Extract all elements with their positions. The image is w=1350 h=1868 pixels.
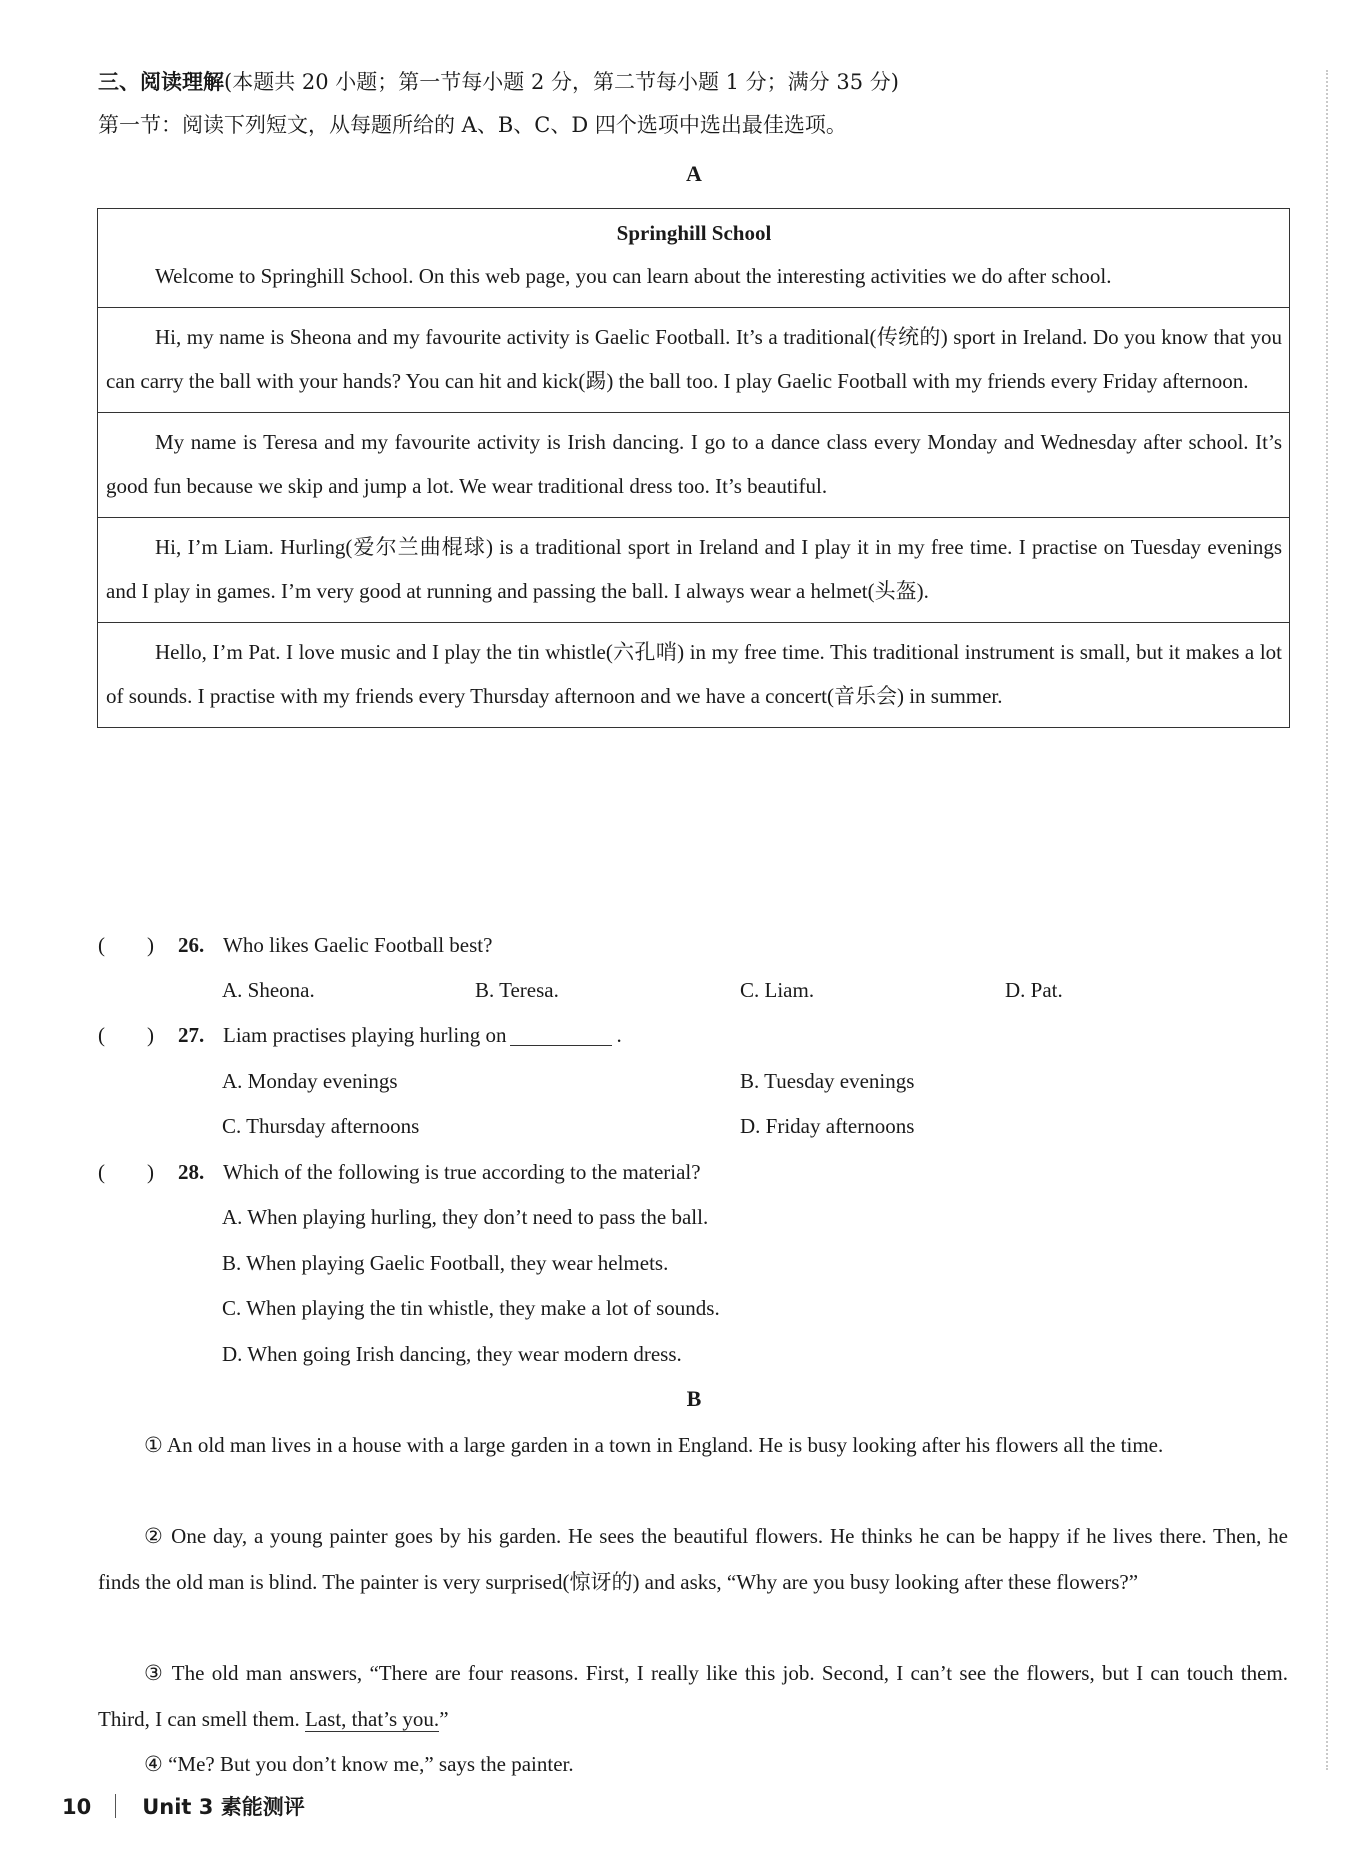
option-28-a[interactable]: A. When playing hurling, they don’t need to pass the ball. (222, 1205, 709, 1229)
passage-a-liam: Hi, I’m Liam. Hurling(爱尔兰曲棍球) is a traditional sport in Ireland and I play it in my free time. I practise on Tuesday evenings and I play in games. I’m very good at running and passing the ball. I always wear a helmet(头盔). (98, 517, 1289, 622)
option-27-d[interactable]: D. Friday afternoons (740, 1114, 915, 1138)
option-26-b[interactable]: B. Teresa. (475, 978, 559, 1002)
passage-a-intro-cell (98, 209, 1289, 307)
passage-a-pat: Hello, I’m Pat. I love music and I play the tin whistle(六孔哨) in my free time. This traditional instrument is small, but it makes a lot of sounds. I practise with my friends every Thursday afternoon and we have a concert(音乐会) in summer. (98, 622, 1289, 727)
option-26-c[interactable]: C. Liam. (740, 978, 815, 1002)
passage-b-paragraph-2: ② One day, a young painter goes by his garden. He sees the beautiful flowers. He thinks he can be happy if he lives there. Then, he finds the old man is blind. The painter is very surprised(惊讶的) and asks, “Why are you busy looking after these flowers?” (98, 1524, 1288, 1594)
answer-blank (510, 1023, 612, 1046)
option-27-b[interactable]: B. Tuesday evenings (740, 1069, 915, 1093)
passage-b-paragraph-3 (98, 1651, 1288, 1742)
option-27-a[interactable]: A. Monday evenings (222, 1069, 398, 1093)
underlined-sentence: Last, that’s you. (305, 1706, 440, 1731)
footer-divider (115, 1794, 116, 1818)
option-28-b[interactable]: B. When playing Gaelic Football, they wear helmets. (222, 1251, 669, 1275)
passage-a-title: Springhill School (616, 221, 772, 245)
passage-b-p3-main: ③ The old man answers, “There are four reasons. First, I really like this job. Second, I can’t see the flowers, but I can touch them. Third, I can smell them. (98, 1661, 1288, 1731)
page-footer (62, 1791, 305, 1821)
question-number: 27. (178, 1023, 205, 1047)
unit-label: Unit 3 素能测评 (142, 1795, 305, 1819)
question-stem: Who likes Gaelic Football best? (223, 933, 493, 957)
passage-a-teresa: My name is Teresa and my favourite activity is Irish dancing. I go to a dance class every Monday and Wednesday after school. It’s good fun because we skip and jump a lot. We wear traditional dress too. It’s beautiful. (98, 412, 1289, 517)
question-number: 26. (178, 933, 205, 957)
page-edge-dotted-line (1326, 70, 1328, 1770)
part1-instruction: 第一节：阅读下列短文，从每题所给的 A、B、C、D 四个选项中选出最佳选项。 (98, 113, 847, 137)
section-title: 三、阅读理解 (98, 69, 224, 94)
option-28-d[interactable]: D. When going Irish dancing, they wear modern dress. (222, 1342, 682, 1366)
question-27 (98, 1020, 1298, 1050)
question-stem: Which of the following is true according to the material? (223, 1160, 701, 1184)
passage-b-p3-end: ” (439, 1706, 449, 1731)
option-28-c[interactable]: C. When playing the tin whistle, they make a lot of sounds. (222, 1296, 720, 1320)
passage-a-box (97, 208, 1290, 728)
option-27-c[interactable]: C. Thursday afternoons (222, 1114, 420, 1138)
question-number: 28. (178, 1160, 205, 1184)
option-26-a[interactable]: A. Sheona. (222, 978, 315, 1002)
question-26 (98, 930, 1298, 960)
question-stem-end: . (616, 1023, 622, 1047)
passage-b-letter: B (686, 1386, 702, 1411)
passage-a-sheona: Hi, my name is Sheona and my favourite activity is Gaelic Football. It’s a traditional(传统的) sport in Ireland. Do you know that you can carry the ball with your hands? You can hit and kick(踢) the ball too. I play Gaelic Football with my friends every Friday afternoon. (98, 307, 1289, 412)
passage-a-letter: A (686, 161, 702, 186)
page-number: 10 (62, 1795, 92, 1819)
passage-b-paragraph-1: ① An old man lives in a house with a large garden in a town in England. He is busy looking after his flowers all the time. (144, 1433, 1164, 1457)
section-header (98, 67, 899, 97)
option-26-d[interactable]: D. Pat. (1005, 978, 1063, 1002)
answer-bracket[interactable]: ( ) (98, 1023, 154, 1047)
answer-bracket[interactable]: ( ) (98, 1160, 154, 1184)
passage-a-intro: Welcome to Springhill School. On this web page, you can learn about the interesting activities we do after school. (155, 264, 1112, 288)
question-stem: Liam practises playing hurling on (223, 1023, 507, 1047)
section-note: (本题共 20 小题；第一节每小题 2 分，第二节每小题 1 分；满分 35 分) (224, 70, 899, 94)
question-28 (98, 1157, 1298, 1187)
passage-b-paragraph-4: ④ “Me? But you don’t know me,” says the painter. (144, 1752, 574, 1776)
answer-bracket[interactable]: ( ) (98, 933, 154, 957)
